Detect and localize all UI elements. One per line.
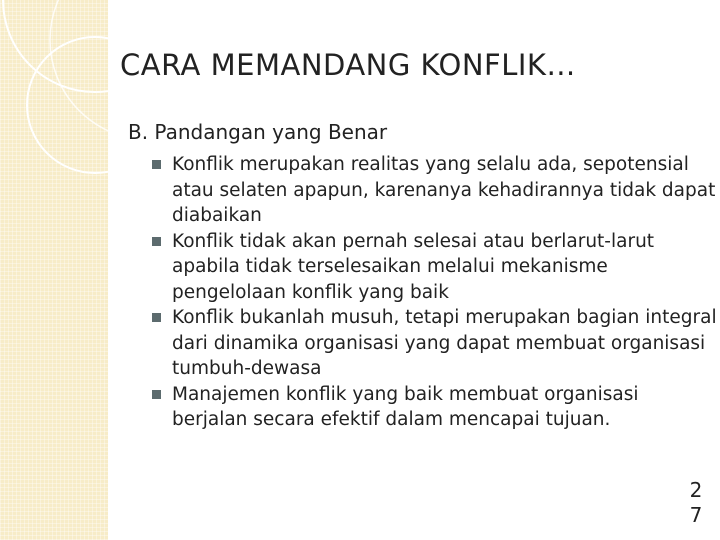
- slide-title: CARA MEMANDANG KONFLIK…: [120, 48, 576, 82]
- bullet-text: Konflik merupakan realitas yang selalu ada, sepotensial atau selaten apapun, karenanya kehadirannya tidak dapat diabaikan: [172, 154, 716, 226]
- bullet-text: Konflik bukanlah musuh, tetapi merupakan bagian integral dari dinamika organisasi yang dapat membuat organisasi tumbuh-dewasa: [172, 307, 717, 379]
- bullet-item: [150, 152, 717, 229]
- bullet-text: Manajemen konflik yang baik membuat organisasi berjalan secara efektif dalam mencapai tujuan.: [172, 383, 639, 430]
- decorative-side-band: [0, 0, 108, 540]
- square-bullet-icon: [152, 237, 161, 246]
- decorative-circle-middle: [27, 37, 108, 173]
- square-bullet-icon: [152, 313, 161, 322]
- square-bullet-icon: [152, 160, 161, 169]
- bullet-text: Konflik tidak akan pernah selesai atau berlarut-larut apabila tidak terselesaikan melalui mekanisme pengelolaan konflik yang baik: [172, 230, 655, 303]
- slide-number-line-2: 7: [689, 503, 703, 527]
- square-bullet-icon: [152, 390, 161, 399]
- decorative-circle-large: [50, 0, 108, 140]
- bullet-item: [150, 305, 717, 382]
- bullet-item: [150, 382, 717, 433]
- slide-number: [686, 478, 706, 528]
- bullet-item: [150, 229, 717, 306]
- decorative-circles: [0, 0, 108, 540]
- slide-number-line-1: 2: [689, 478, 703, 502]
- bullet-list: [150, 152, 717, 433]
- decorative-circle-top: [3, 0, 108, 92]
- slide-subheading: B. Pandangan yang Benar: [128, 120, 388, 144]
